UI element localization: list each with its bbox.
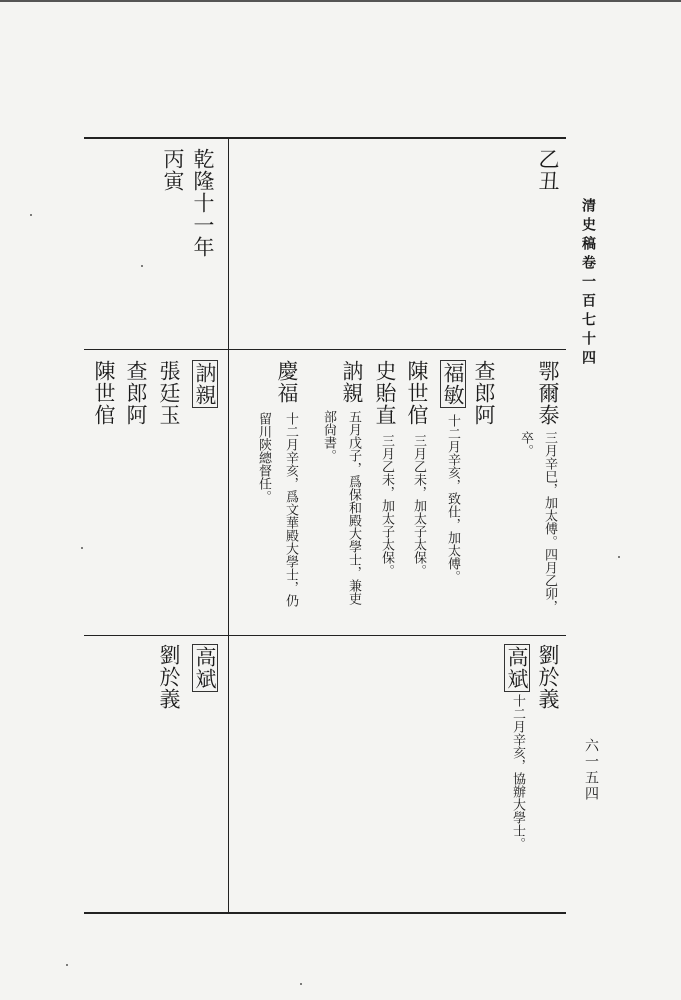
name-ne-qin-2: 訥親 <box>193 362 217 406</box>
running-title: 清史稿卷一百七十四 <box>580 198 596 369</box>
note-e-er-tai-2: 卒。 <box>518 431 533 457</box>
name-shi-yi-zhi: 史貽直 <box>373 360 397 426</box>
name-zhang-ting-yu: 張廷玉 <box>157 360 181 426</box>
scan-speck <box>81 547 83 549</box>
top-border <box>0 0 681 2</box>
name-chen-shi-guan-1: 陳世倌 <box>405 360 429 426</box>
scan-speck <box>30 214 32 216</box>
name-chen-shi-guan-2: 陳世倌 <box>92 360 116 426</box>
note-qing-fu-b: 留川陝總督任。 <box>256 412 271 503</box>
name-fu-min: 福敏 <box>441 362 465 406</box>
name-ne-qin-1: 訥親 <box>340 360 364 404</box>
note-qing-fu-a: 十二月辛亥，爲文華殿大學士，仍 <box>283 412 298 607</box>
name-zha-lang-a-2: 查郎阿 <box>124 360 148 426</box>
note-gao-bin-1: 十二月辛亥，協辦大學士。 <box>510 694 525 850</box>
table-bottom-rule <box>84 912 566 914</box>
name-e-er-tai: 鄂爾泰 <box>536 360 560 426</box>
name-liu-yu-yi-2: 劉於義 <box>157 644 181 710</box>
page-number: 六一五四 <box>583 738 599 802</box>
table-top-rule <box>84 137 566 139</box>
note-fu-min: 十二月辛亥，致仕，加太傅。 <box>445 414 460 583</box>
column-divider <box>228 138 229 912</box>
row-divider-1 <box>84 349 566 350</box>
name-zha-lang-a-1: 查郎阿 <box>472 360 496 426</box>
year-reign-qianlong-11: 乾隆十一年 <box>191 148 215 258</box>
note-ne-qin-1-a: 五月戊子，爲保和殿大學士，兼吏 <box>346 410 361 605</box>
name-liu-yu-yi-1: 劉於義 <box>536 644 560 710</box>
scan-speck <box>618 556 620 558</box>
note-ne-qin-1-b: 部尙書。 <box>321 410 336 462</box>
note-e-er-tai-1: 三月辛巳，加太傅。四月乙卯， <box>542 431 557 613</box>
row-divider-2 <box>84 635 566 636</box>
name-qing-fu: 慶福 <box>275 360 299 404</box>
scan-speck <box>66 964 68 966</box>
year-bing-yin: 丙寅 <box>161 148 185 192</box>
note-shi-yi-zhi: 三月乙未，加太子太保。 <box>379 434 394 577</box>
name-gao-bin-1: 高斌 <box>505 646 529 690</box>
note-chen-shi-guan-1: 三月乙未，加太子太保。 <box>411 434 426 577</box>
year-yi-chou: 乙丑 <box>536 148 560 192</box>
scan-speck <box>141 265 143 267</box>
name-gao-bin-2: 高斌 <box>193 646 217 690</box>
scan-speck <box>300 983 302 985</box>
